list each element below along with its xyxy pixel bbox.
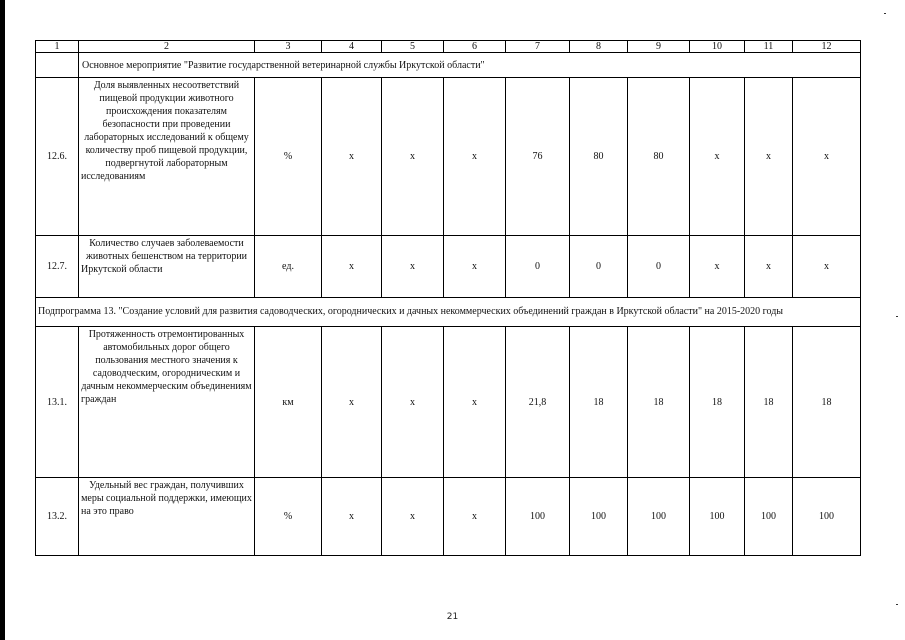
header-cell: 5 [382, 41, 444, 53]
value-cell: 100 [570, 478, 628, 556]
main-event-title: Основное мероприятие "Развитие государственной ветеринарной службы Иркутской области" [79, 53, 861, 78]
scan-speck [896, 316, 898, 317]
value-cell: x [745, 236, 793, 298]
page-number: 21 [446, 612, 459, 622]
value-cell: x [793, 236, 861, 298]
header-row [36, 41, 861, 53]
indicator-description: Удельный вес граждан, получивших меры социальной поддержки, имеющих на это право [79, 478, 255, 556]
value-cell: x [690, 236, 745, 298]
row-number: 13.1. [36, 327, 79, 478]
row-number: 12.7. [36, 236, 79, 298]
value-cell: 0 [570, 236, 628, 298]
value-cell: 100 [793, 478, 861, 556]
header-cell: 2 [79, 41, 255, 53]
header-cell: 9 [628, 41, 690, 53]
value-cell: x [382, 236, 444, 298]
unit-cell: % [255, 478, 322, 556]
value-cell: x [322, 478, 382, 556]
value-cell: x [322, 236, 382, 298]
value-cell: x [444, 327, 506, 478]
value-cell: x [382, 327, 444, 478]
indicator-description: Доля выявленных несоответствий пищевой продукции животного происхождения показателям безопасности при проведении лабораторных исследований к общему количеству проб пищевой продукции, подвергнутой лабораторным исследованиям [79, 78, 255, 236]
value-cell: 100 [690, 478, 745, 556]
section-row-main-event [36, 53, 861, 78]
value-cell: 18 [628, 327, 690, 478]
indicator-description: Протяженность отремонтированных автомобильных дорог общего пользования местного значения к садоводческим, огородническим и дачным некоммерческим объединениям граждан [79, 327, 255, 478]
subprogram-13-title: Подпрограмма 13. "Создание условий для развития садоводческих, огороднических и дачных некоммерческих объединений граждан в Иркутской области" на 2015-2020 годы [36, 298, 861, 327]
indicator-description: Количество случаев заболеваемости животных бешенством на территории Иркутской области [79, 236, 255, 298]
value-cell: x [322, 327, 382, 478]
value-cell: 18 [745, 327, 793, 478]
value-cell: x [444, 478, 506, 556]
header-cell: 6 [444, 41, 506, 53]
value-cell: 80 [570, 78, 628, 236]
value-cell: 21,8 [506, 327, 570, 478]
value-cell: 100 [628, 478, 690, 556]
value-cell: x [793, 78, 861, 236]
value-cell: x [745, 78, 793, 236]
value-cell: x [322, 78, 382, 236]
table-row [36, 236, 861, 298]
value-cell: x [690, 78, 745, 236]
value-cell: 80 [628, 78, 690, 236]
unit-cell: ед. [255, 236, 322, 298]
row-number: 13.2. [36, 478, 79, 556]
header-cell: 3 [255, 41, 322, 53]
table-row [36, 78, 861, 236]
value-cell: 76 [506, 78, 570, 236]
empty-cell [36, 53, 79, 78]
header-cell: 1 [36, 41, 79, 53]
unit-cell: % [255, 78, 322, 236]
value-cell: 18 [570, 327, 628, 478]
header-cell: 12 [793, 41, 861, 53]
scan-speck [896, 604, 898, 605]
unit-cell: км [255, 327, 322, 478]
indicators-table [35, 40, 861, 556]
value-cell: x [382, 478, 444, 556]
value-cell: x [444, 236, 506, 298]
scan-speck [884, 13, 886, 14]
value-cell: 18 [793, 327, 861, 478]
header-cell: 7 [506, 41, 570, 53]
row-number: 12.6. [36, 78, 79, 236]
value-cell: 0 [506, 236, 570, 298]
value-cell: x [382, 78, 444, 236]
value-cell: 18 [690, 327, 745, 478]
table-row [36, 478, 861, 556]
header-cell: 11 [745, 41, 793, 53]
value-cell: 0 [628, 236, 690, 298]
table-row [36, 327, 861, 478]
value-cell: 100 [506, 478, 570, 556]
value-cell: x [444, 78, 506, 236]
header-cell: 10 [690, 41, 745, 53]
scan-edge-bar [0, 0, 5, 640]
value-cell: 100 [745, 478, 793, 556]
header-cell: 4 [322, 41, 382, 53]
header-cell: 8 [570, 41, 628, 53]
section-row-subprogram-13 [36, 298, 861, 327]
